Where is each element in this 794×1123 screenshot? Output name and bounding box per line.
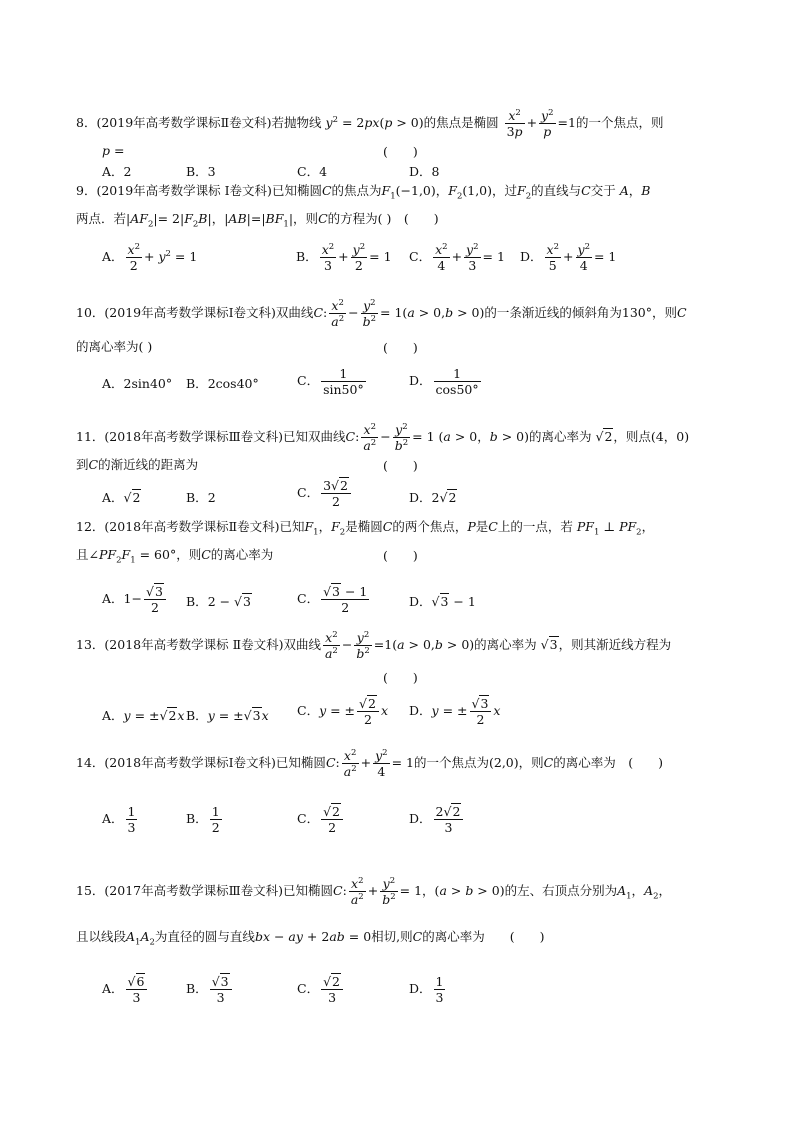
option-d: D．√3 − 1 (409, 594, 476, 609)
option-a: A．1− $\frac{√3}{2}$ (102, 584, 168, 615)
option-c: C．y = ± $\frac{√2}{2}$ x (297, 696, 389, 727)
option-d: D． $\frac{x^2}{5}$ + $\frac{y^2}{4}$ = 1 (520, 241, 617, 273)
option-b: B． $\frac{1}{2}$ (186, 804, 220, 835)
option-b: B．y = ±√3x (186, 708, 269, 723)
option-b: B． $\frac{√3}{3}$ (186, 974, 234, 1005)
option-d: D．y = ± $\frac{√3}{2}$ x (409, 696, 501, 727)
question-11-line2: 到C的渐近线的距离为 (76, 457, 199, 472)
option-c: C． $\frac{3√2}{2}$ (297, 478, 353, 509)
option-b: B．3 (186, 164, 216, 179)
option-a: A．2sin40° (102, 376, 173, 391)
question-number: 8． (76, 115, 97, 130)
question-13: 13．(2018年高考数学课标 Ⅱ卷文科)双曲线 $\frac{x^2}{a^2}$ − $\frac{y^2}{b^2}$ =1(a > 0,b > 0)的离心率为 √3，则其渐近线方程为 (76, 629, 672, 661)
question-15: 15．(2017年高考数学课标Ⅲ卷文科)已知椭圆C: $\frac{x^2}{a^2}$ + $\frac{y^2}{b^2}$ = 1，(a > b > 0)的左、右顶点分别为$A_1$，$A_2$， (76, 875, 672, 907)
option-c: C． $\frac{√2}{2}$ (297, 804, 345, 835)
option-a: A．y = ±√2x (102, 708, 185, 723)
option-c: C．4 (297, 164, 328, 179)
option-c: C． $\frac{1}{\sin 50^\circ}$ (297, 366, 364, 397)
question-12-line2: 且$\angle PF_2F_1 = 60^\circ$，则C的离心率为 (76, 547, 274, 566)
question-9: 9．(2019年高考数学课标 Ⅰ卷文科)已知椭圆C的焦点为$F_1(-1,0)$，$F_2(1,0)$，过$F_2$的直线与C交于 A，B (76, 183, 651, 202)
option-b: B．2cos40° (186, 376, 259, 391)
option-a: A． $\frac{1}{3}$ (102, 804, 136, 835)
option-d: D．8 (409, 164, 440, 179)
question-11: 11．(2018年高考数学课标Ⅲ卷文科)已知双曲线C: $\frac{x^2}{a^2}$ − $\frac{y^2}{b^2}$ = 1 (a > 0，b > 0)的离心率为 √2，则点(4，0) (76, 421, 690, 453)
question-12: 12．(2018年高考数学课标Ⅱ卷文科)已知$F_1$，$F_2$是椭圆C的两个焦点，P是C上的一点，若 $PF_1$ ⊥ $PF_2$， (76, 519, 655, 538)
option-d: D． $\frac{1}{3}$ (409, 974, 444, 1005)
option-d: D．2√2 (409, 490, 457, 505)
question-8: 8．(2019年高考数学课标Ⅱ卷文科)若抛物线 $y^2 = 2px(p > 0)$的焦点是椭圆 $\frac{x^2}{3p}$ + $\frac{y^2}{p}$ =1的一个焦点，则 (76, 107, 664, 139)
question-source: (2019年高考数学课标Ⅱ卷文科) (96, 115, 272, 130)
document-page: 8．(2019年高考数学课标Ⅱ卷文科)若抛物线 $y^2 = 2px(p > 0)$的焦点是椭圆 $\frac{x^2}{3p}$ + $\frac{y^2}{p}$ =1的一个焦点，则 p = ( ) A．2 B．3 C．4 D．8 9．(2019年高考数学课标 Ⅰ卷文科)已知椭圆C的焦点为$F_1(-1,0)$，$F_2(1,0)$，过$F_2$的直线与C交于 A，B 两点．若$|AF_2|= 2|F_2B|$，$|AB|=|BF_1|$，则C的方程为( ) ( ) A． $\frac{x^2}{2}$ + $y^2 = 1$ B． $\frac{x^2}{3}$ + $\frac{y^2}{2}$ = 1 C． $\frac{x^2}{4}$ + $\frac{y^2}{3}$ = 1 D． $\frac{x^2}{5}$ + $\frac{y^2}{4}$ = 1 10．(2019年高考数学课标Ⅰ卷文科)双曲线C: $\frac{x^2}{a^2}$ − $\frac{y^2}{b^2}$ = 1(a > 0,b > 0)的一条渐近线的倾斜角为130°，则C 的离心率为( ) ( ) A．2sin40° B．2cos40° C． $\frac{1}{\sin 50^\circ}$ D． $\frac{1}{\cos 50^\circ}$ 11．(2018年高考数学课标Ⅲ卷文科)已知双曲线C: $\frac{x^2}{a^2}$ − $\frac{y^2}{b^2}$ = 1 (a > 0，b > 0)的离心率为 √2，则点(4，0) 到C的渐近线的距离为 ( ) A．√2 B．2 C． $\frac{3√2}{2}$ D．2√2 12．(2018年高考数学课标Ⅱ卷文科)已知$F_1$，$F_2$是椭圆C的两个焦点，P是C上的一点，若 $PF_1$ ⊥ $PF_2$， 且$\angle PF_2F_1 = 60^\circ$，则C的离心率为 ( ) A．1− $\frac{√3}{2}$ B．2 − √3 C． $\frac{√3 - 1}{2}$ D．√3 − 1 13．(2018年高考数学课标 Ⅱ卷文科)双曲线 $\frac{x^2}{a^2}$ − $\frac{y^2}{b^2}$ =1(a > 0,b > 0)的离心率为 √3，则其渐近线方程为 ( ) A．y = ±√2x B．y = ±√3x C．y = ± $\frac{√2}{2}$ x D．y = ± $\frac{√3}{2}$ x 14．(2018年高考数学课标Ⅰ卷文科)已知椭圆C: $\frac{x^2}{a^2}$ + $\frac{y^2}{4}$ = 1的一个焦点为(2,0)，则C的离心率为 ( ) A． $\frac{1}{3}$ B． $\frac{1}{2}$ C． $\frac{√2}{2}$ D． $\frac{2√2}{3}$ 15．(2017年高考数学课标Ⅲ卷文科)已知椭圆C: $\frac{x^2}{a^2}$ + $\frac{y^2}{b^2}$ = 1，(a > b > 0)的左、右顶点分别为$A_1$，$A_2$， 且以线段$A_1A_2$为直径的圆与直线bx − ay + 2ab = 0相切,则C的离心率为 ( ) A． $\frac{√6}{3}$ B． $\frac{√3}{3}$ C． $\frac{√2}{3}$ D． $\frac{1}{3}$ (0, 0, 794, 1123)
option-b: B．2 − √3 (186, 594, 251, 609)
question-10: 10．(2019年高考数学课标Ⅰ卷文科)双曲线C: $\frac{x^2}{a^2}$ − $\frac{y^2}{b^2}$ = 1(a > 0,b > 0)的一条渐近线的倾斜角为130°，则C (76, 297, 687, 329)
option-a: A． $\frac{√6}{3}$ (102, 974, 149, 1005)
question-8-line2: p = (102, 143, 125, 158)
option-d: D． $\frac{1}{\cos 50^\circ}$ (409, 366, 479, 397)
option-d: D． $\frac{2√2}{3}$ (409, 804, 465, 835)
option-a: A． $\frac{x^2}{2}$ + $y^2 = 1$ (102, 241, 198, 273)
question-15-line2: 且以线段$A_1A_2$为直径的圆与直线bx − ay + 2ab = 0相切,则C的离心率为 ( ) (76, 929, 545, 948)
option-a: A．√2 (102, 490, 141, 505)
option-c: C． $\frac{x^2}{4}$ + $\frac{y^2}{3}$ = 1 (409, 241, 505, 273)
question-14: 14．(2018年高考数学课标Ⅰ卷文科)已知椭圆C: $\frac{x^2}{a^2}$ + $\frac{y^2}{4}$ = 1的一个焦点为(2,0)，则C的离心率为 ( ) (76, 747, 663, 779)
option-c: C． $\frac{√2}{3}$ (297, 974, 345, 1005)
option-a: A．2 (102, 164, 132, 179)
answer-blank: ( ) (383, 144, 418, 159)
option-b: B．2 (186, 490, 216, 505)
option-b: B． $\frac{x^2}{3}$ + $\frac{y^2}{2}$ = 1 (296, 241, 392, 273)
option-c: C． $\frac{√3 - 1}{2}$ (297, 584, 368, 615)
question-9-line2: 两点．若$|AF_2|= 2|F_2B|$，$|AB|=|BF_1|$，则C的方程为( ) ( ) (76, 211, 439, 230)
question-10-line2: 的离心率为( ) (76, 339, 153, 354)
